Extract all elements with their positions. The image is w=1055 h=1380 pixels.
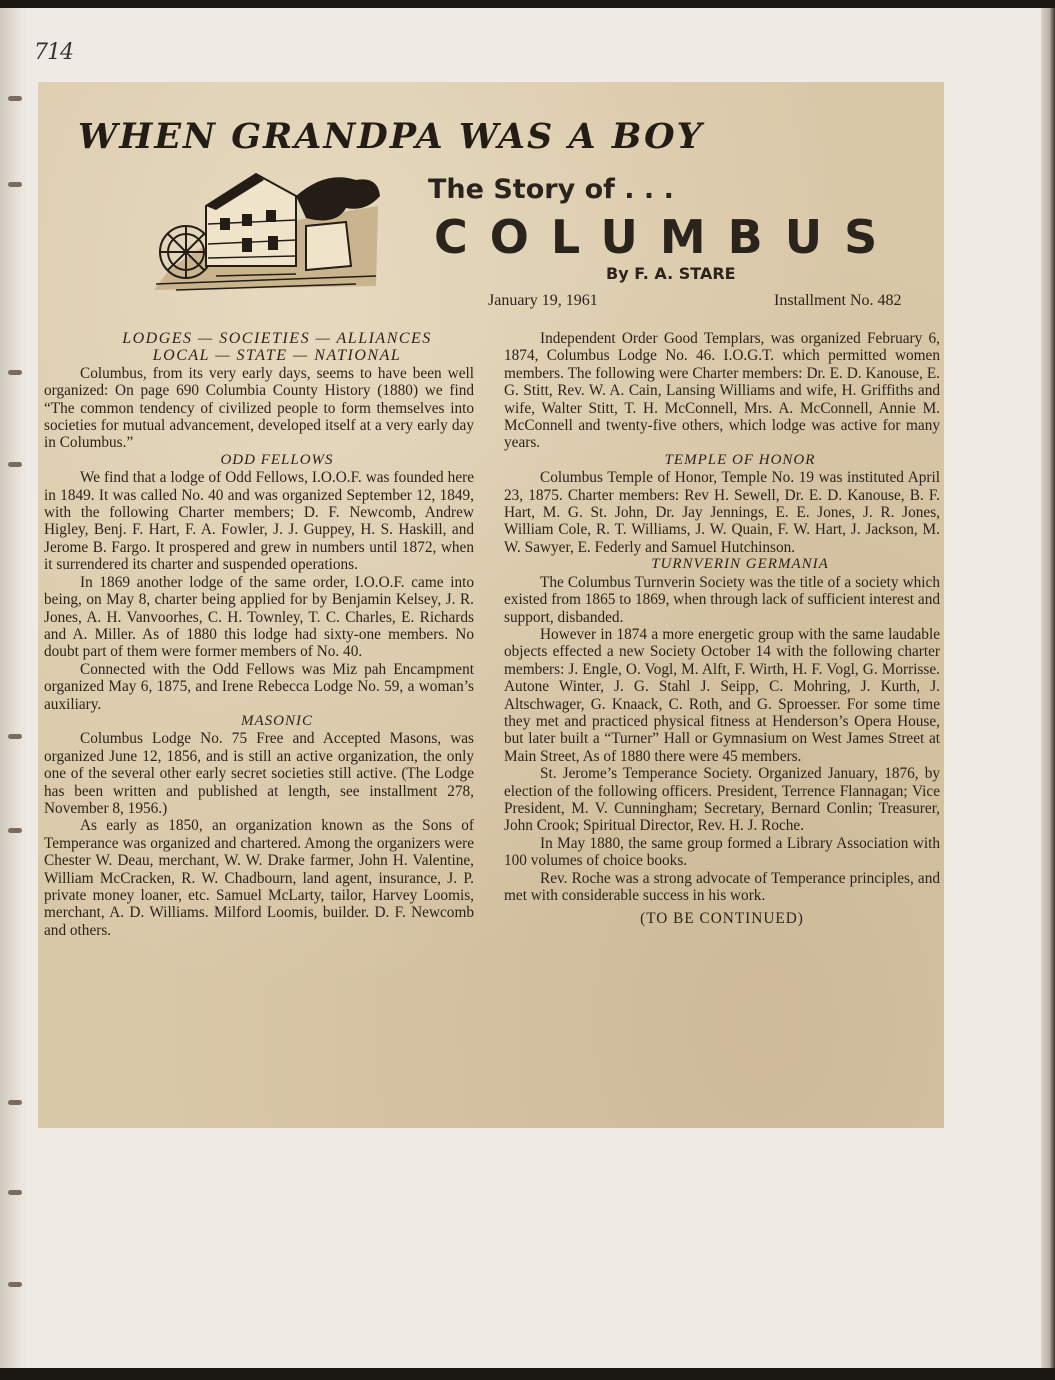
left-column: [44, 330, 474, 939]
section-heading: LODGES — SOCIETIES — ALLIANCES: [122, 330, 432, 347]
binder-hole: [8, 370, 22, 375]
paragraph: Columbus Lodge No. 75 Free and Accepted Masons, was organized June 12, 1856, and is still an active organization, the only one of the several other early secret societies still active. (The Lodge has been written and published at length, see installment 278, November 8, 1956.): [44, 730, 474, 817]
mill-illustration: [146, 166, 382, 298]
binder-hole: [8, 734, 22, 739]
newspaper-clipping: [38, 82, 944, 1128]
paragraph: In May 1880, the same group formed a Library Association with 100 volumes of choice books.: [504, 834, 940, 870]
section-heading-turnverin: TURNVERIN GERMANIA: [651, 556, 829, 573]
installment-number: Installment No. 482: [774, 292, 902, 309]
binder-hole: [8, 462, 22, 467]
byline: By F. A. STARE: [606, 264, 736, 283]
to-be-continued: (TO BE CONTINUED): [640, 910, 804, 928]
story-title: COLUMBUS: [434, 210, 900, 264]
paragraph: Connected with the Odd Fellows was Miz pah Encampment organized May 6, 1875, and Irene Rebecca Lodge No. 59, a woman’s auxiliary.: [44, 660, 474, 713]
binder-hole: [8, 96, 22, 101]
paragraph: In 1869 another lodge of the same order, I.O.O.F. came into being, on May 8, charter being applied for by Benjamin Kelsey, J. R. Jones, A. H. Vanvoorhes, C. H. Townley, T. C. Charles, E. Richards and A. Miller. As of 1880 this lodge had sixty-one members. No doubt part of them were former members of No. 40.: [44, 573, 474, 661]
paragraph: The Columbus Turnverin Society was the title of a society which existed from 1865 to 1869, when through lack of sufficient interest and support, disbanded.: [504, 573, 940, 626]
right-column: [504, 330, 940, 928]
binder-hole: [8, 1100, 22, 1105]
paragraph: We find that a lodge of Odd Fellows, I.O.O.F. was founded here in 1849. It was called No. 40 and was organized September 12, 1849, with the following Charter members; D. F. Newcomb, Andrew Higley, Benj. F. Hart, F. A. Fowler, J. J. Guppey, H. S. Haskill, and Jerome B. Fargo. It prospered and grew in numbers until 1872, when it surrendered its charter and suspended operations.: [44, 469, 474, 574]
paragraph: Columbus Temple of Honor, Temple No. 19 was instituted April 23, 1875. Charter members: Rev H. Sewell, Dr. E. D. Kanouse, B. F. Hart, M. G. St. John, Dr. Jay Jennings, E. E. Jones, J. R. Jones, William Cole, R. T. Williams, J. W. Quain, F. W. Hart, J. Jackson, M. W. Sawyer, E. Federly and Samuel Hutchinson.: [504, 469, 940, 556]
page-edge: [1041, 8, 1055, 1368]
binder-hole: [8, 1282, 22, 1287]
section-subheading: LOCAL — STATE — NATIONAL: [152, 347, 402, 365]
paragraph: St. Jerome’s Temperance Society. Organized January, 1876, by election of the following officers. President, Terrence Flannagan; Vice President, M. V. Cunningham; Secretary, Bernard Conlin; Treasurer, John Crook; Spiritual Director, Rev. H. J. Roche.: [504, 765, 940, 835]
binder-hole: [8, 182, 22, 187]
paragraph: Columbus, from its very early days, seems to have been well organized: On page 690 Columbia County History (1880) we find “The common tendency of civilized people to form themselves into societies for mutual advancement, developed itself at a very early day in Columbus.”: [44, 364, 474, 452]
section-heading-temple-of-honor: TEMPLE OF HONOR: [664, 451, 816, 468]
headline: WHEN GRANDPA WAS A BOY: [78, 116, 704, 157]
page-number: 714: [34, 40, 73, 65]
binder-hole: [8, 828, 22, 833]
section-heading-masonic: MASONIC: [241, 712, 313, 729]
story-subtitle: The Story of . . .: [428, 174, 674, 205]
section-heading-odd-fellows: ODD FELLOWS: [220, 451, 334, 468]
paragraph: Independent Order Good Templars, was organized February 6, 1874, Columbus Lodge No. 46. I.O.G.T. which permitted women members. The following were Charter members: Dr. E. D. Kanouse, E. G. Stitt, Rev. W. A. Cain, Lansing Williams and wife, H. Griffiths and wife, Walter Stitt, T. H. McConnell, Mrs. A. McConnell, Annie M. McConnell and twenty-five others, which lodge was active for many years.: [504, 330, 940, 452]
binder-edge: [0, 8, 28, 1368]
publication-date: January 19, 1961: [488, 292, 598, 309]
paragraph: Rev. Roche was a strong advocate of Temperance principles, and met with considerable success in his work.: [504, 869, 940, 904]
paragraph: As early as 1850, an organization known as the Sons of Temperance was organized and chartered. Among the organizers were Chester W. Deau, merchant, W. W. Drake farmer, John H. Valentine, William McCracken, R. W. Chadbourn, land agent, insurance, J. P. private money loaner, etc. Samuel McLarty, tailor, Harvey Loomis, merchant, A. D. Williams. Milford Loomis, builder. D. F. Newcomb and others.: [44, 817, 474, 939]
binder-hole: [8, 1190, 22, 1195]
paragraph: However in 1874 a more energetic group with the same laudable objects effected a new Society October 14 with the following charter members: J. Engle, O. Vogl, M. Alft, F. Wirth, H. F. Vogl, G. Morrisse. Autone Winter, J. G. Stahl J. Seipp, C. Mohring, J. Kurth, J. Altschwager, G. Knaack, C. Roth, and G. Sproesser. For some time they met and practiced physical fitness at Henderson’s Opera House, but later built a “Turner” Hall or Gymnasium on West James Street at Main Street, As of 1880 there were 45 members.: [504, 625, 940, 765]
